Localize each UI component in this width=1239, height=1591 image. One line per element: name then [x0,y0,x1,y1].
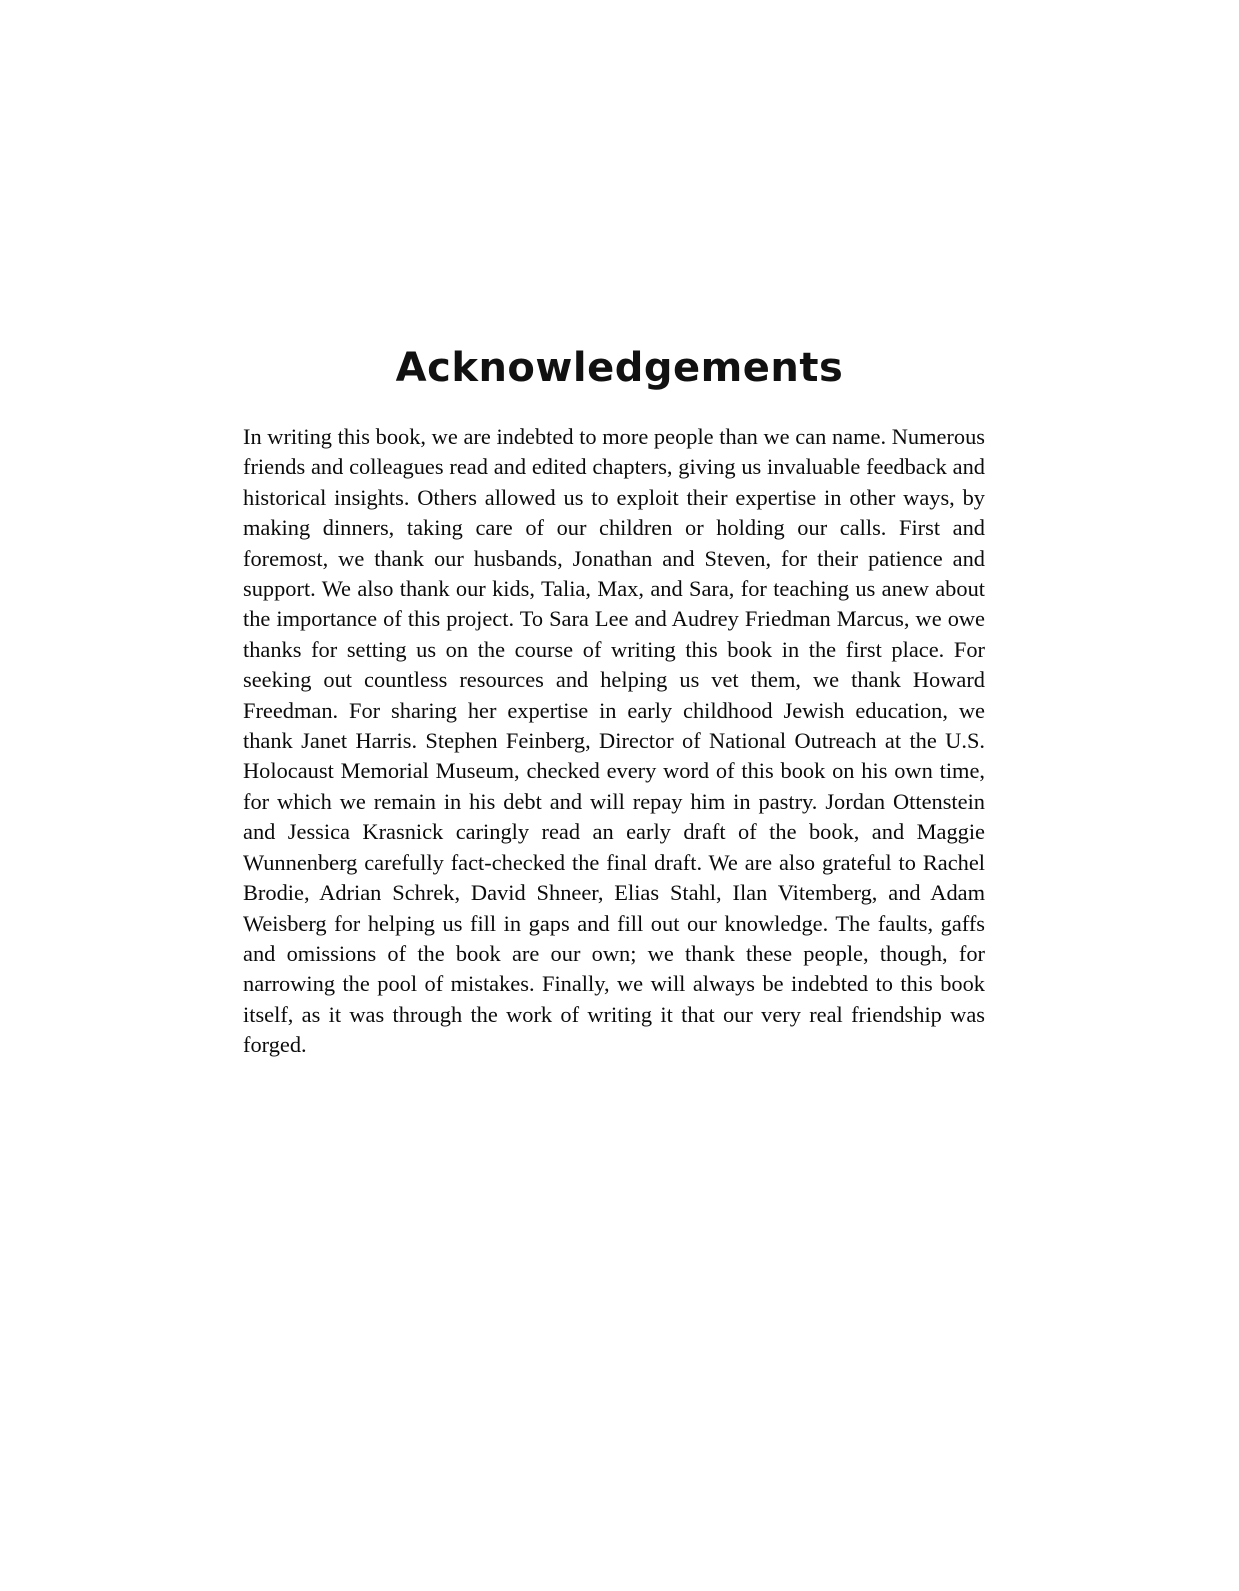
page-title: Acknowledgements [395,344,844,391]
acknowledgements-paragraph: In writing this book, we are indebted to more people than we can name. Numerous friends and colleagues read and edited chapters, giving us invaluable feedback and historical insights. Others allowed us to exploit their expertise in other ways, by making dinners, taking care of our children or holding our calls. First and foremost, we thank our husbands, Jonathan and Steven, for their patience and support. We also thank our kids, Talia, Max, and Sara, for teaching us anew about the importance of this project. To Sara Lee and Audrey Friedman Marcus, we owe thanks for setting us on the course of writing this book in the first place. For seeking out countless resources and helping us vet them, we thank Howard Freedman. For sharing her expertise in early childhood Jewish education, we thank Janet Harris. Stephen Feinberg, Director of National Outreach at the U.S. Holocaust Memorial Museum, checked every word of this book on his own time, for which we remain in his debt and will repay him in pastry. Jordan Ottenstein and Jessica Krasnick caringly read an early draft of the book, and Maggie Wunnenberg carefully fact-checked the final draft. We are also grateful to Rachel Brodie, Adrian Schrek, David Shneer, Elias Stahl, Ilan Vitemberg, and Adam Weisberg for helping us fill in gaps and fill out our knowledge. The faults, gaffs and omissions of the book are our own; we thank these people, though, for narrowing the pool of mistakes. Finally, we will always be indebted to this book itself, as it was through the work of writing it that our very real friendship was forged. [243,424,985,1058]
body-text-block [243,422,985,1061]
